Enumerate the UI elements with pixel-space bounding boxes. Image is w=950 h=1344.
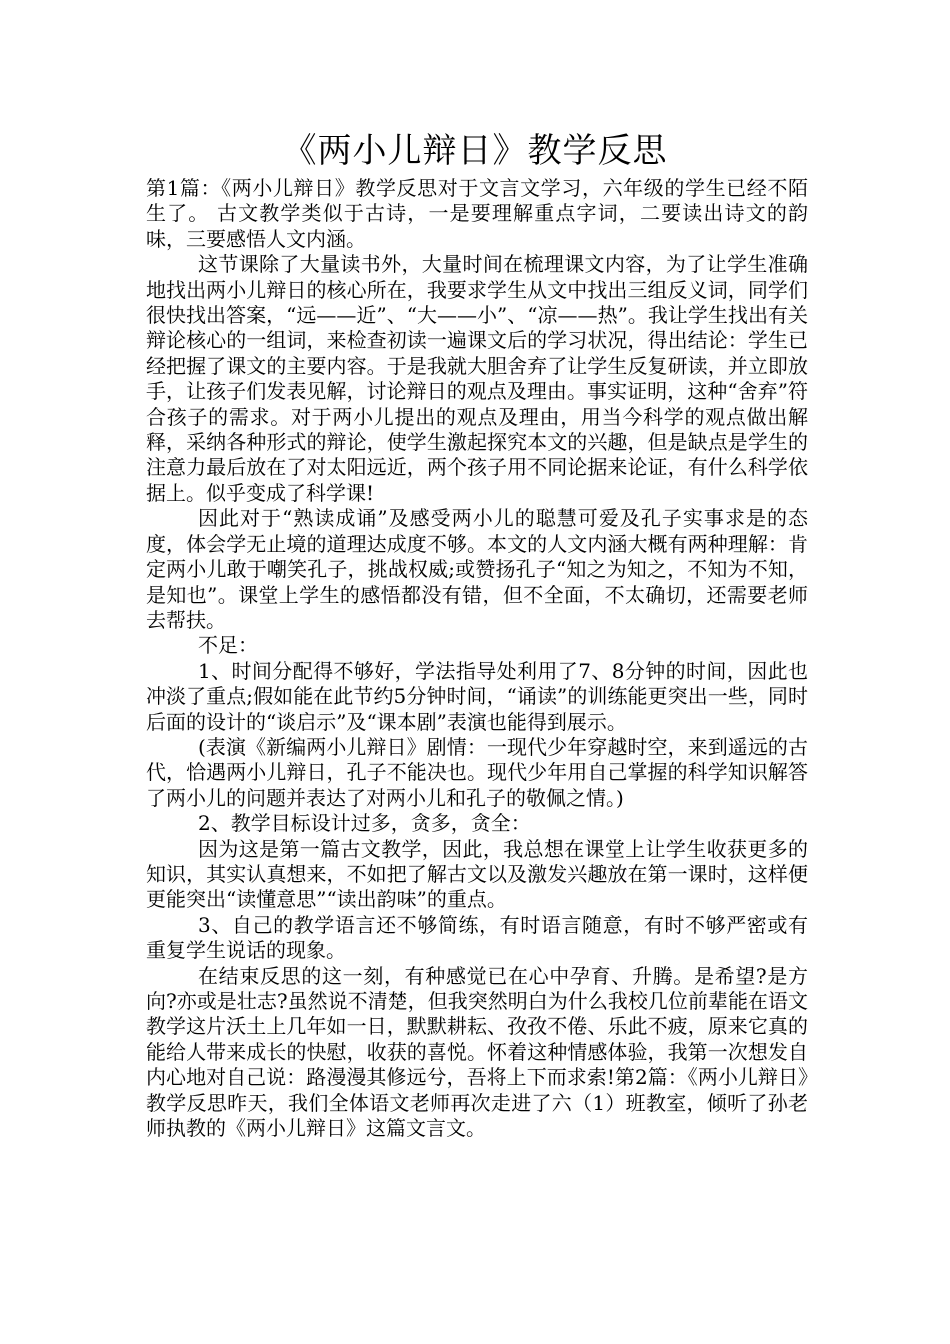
document-body <box>146 176 808 1141</box>
paragraph-5: 1、时间分配得不够好，学法指导处利用了7、8分钟的时间，因此也冲淡了重点;假如能在此节约5分钟时间，“诵读”的训练能更突出一些，同时后面的设计的“谈启示”及“课本剧”表演也能得到展示。 <box>146 658 808 734</box>
paragraph-9: 3、自己的教学语言还不够简练，有时语言随意，有时不够严密或有重复学生说话的现象。 <box>146 912 808 963</box>
paragraph-6: (表演《新编两小儿辩日》剧情：一现代少年穿越时空，来到遥远的古代，恰遇两小儿辩日，孔子不能决也。现代少年用自己掌握的科学知识解答了两小儿的问题并表达了对两小儿和孔子的敬佩之情。) <box>146 734 808 810</box>
document-title: 《两小儿辩日》教学反思 <box>282 131 668 171</box>
paragraph-1: 第1篇：《两小儿辩日》教学反思对于文言文学习，六年级的学生已经不陌生了。 古文教学类似于古诗，一是要理解重点字词，二要读出诗文的韵味，三要感悟人文内涵。 <box>146 176 808 251</box>
paragraph-8: 因为这是第一篇古文教学，因此，我总想在课堂上让学生收获更多的知识，其实认真想来，不如把了解古文以及激发兴趣放在第一课时，这样便更能突出“读懂意思”“读出韵味”的重点。 <box>146 836 808 912</box>
paragraph-2: 这节课除了大量读书外，大量时间在梳理课文内容，为了让学生准确地找出两小儿辩日的核心所在，我要求学生从文中找出三组反义词，同学们很快找出答案，“远——近”、“大——小”、“凉——热”。我让学生找出有关辩论核心的一组词，来检查初读一遍课文后的学习状况，得出结论：学生已经把握了课文的主要内容。于是我就大胆舍弃了让学生反复研读，并立即放手，让孩子们发表见解，讨论辩日的观点及理由。事实证明，这种“舍弃”符合孩子的需求。对于两小儿提出的观点及理由，用当今科学的观点做出解释，采纳各种形式的辩论，使学生激起探究本文的兴趣，但是缺点是学生的注意力最后放在了对太阳远近，两个孩子用不同论据来论证，有什么科学依据上。似乎变成了科学课! <box>146 252 808 505</box>
paragraph-10: 在结束反思的这一刻，有种感觉已在心中孕育、升腾。是希望?是方向?亦或是壮志?虽然说不清楚，但我突然明白为什么我校几位前辈能在语文教学这片沃土上几年如一日，默默耕耘、孜孜不倦、乐此不疲，原来它真的能给人带来成长的快慰，收获的喜悦。怀着这种情感体验，我第一次想发自内心地对自己说：路漫漫其修远兮，吾将上下而求索!第2篇：《两小儿辩日》教学反思昨天，我们全体语文老师再次走进了六（1）班教室，倾听了孙老师执教的《两小儿辩日》这篇文言文。 <box>146 963 808 1141</box>
paragraph-3: 因此对于“熟读成诵”及感受两小儿的聪慧可爱及孔子实事求是的态度，体会学无止境的道理达成度不够。本文的人文内涵大概有两种理解：肯定两小儿敢于嘲笑孔子，挑战权威;或赞扬孔子“知之为知之，不知为不知，是知也”。课堂上学生的感悟都没有错，但不全面，不太确切，还需要老师去帮扶。 <box>146 506 808 632</box>
paragraph-4: 不足： <box>198 633 258 658</box>
paragraph-7: 2、教学目标设计过多，贪多，贪全： <box>198 811 531 836</box>
